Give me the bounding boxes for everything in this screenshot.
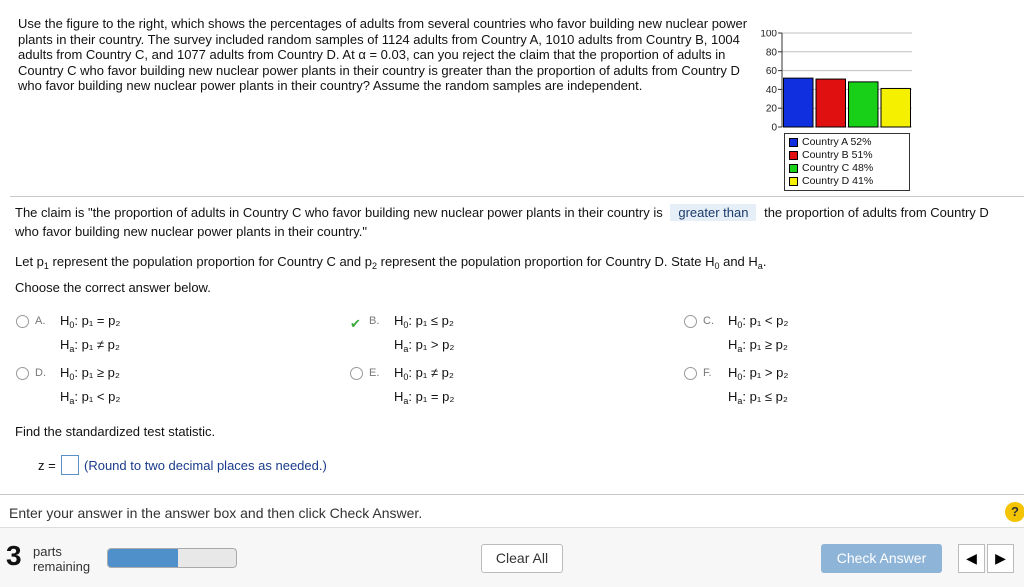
h0-subscript: 0 [403, 372, 409, 382]
clear-all-button[interactable]: Clear All [481, 544, 563, 573]
colon: : [74, 365, 79, 380]
legend-label-d: Country D 41% [802, 175, 874, 187]
claim-statement [15, 203, 1015, 241]
progress-bar [107, 548, 237, 568]
radio-button[interactable] [16, 315, 29, 328]
ha-label: H [394, 337, 404, 352]
option-f[interactable] [684, 363, 788, 411]
remaining-label: remaining [33, 559, 91, 574]
let-text-a: Let p [15, 254, 44, 269]
null-hypothesis [394, 363, 454, 387]
help-icon[interactable]: ? [1005, 502, 1024, 522]
null-hypothesis [394, 311, 454, 335]
choose-instruction: Choose the correct answer below. [15, 280, 211, 295]
ha-expression: p₁ > p₂ [415, 337, 455, 352]
alt-hypothesis [728, 335, 788, 359]
check-answer-button[interactable]: Check Answer [821, 544, 942, 573]
y-tick-label: 40 [765, 84, 777, 96]
ha-label: H [60, 337, 70, 352]
legend-label-b: Country B 51% [802, 149, 873, 161]
h0-label: H [60, 313, 70, 328]
ha-label: H [728, 389, 738, 404]
alt-hypothesis [60, 387, 120, 411]
radio-button[interactable] [350, 367, 363, 380]
radio-button[interactable] [16, 367, 29, 380]
bar-country-c [849, 82, 879, 127]
h0-subscript: 0 [69, 372, 75, 382]
let-sub-2: 2 [371, 261, 377, 271]
option-d[interactable] [16, 363, 120, 411]
option-letter: F. [703, 367, 712, 379]
z-label: z = [38, 458, 56, 473]
ha-subscript: a [737, 396, 743, 406]
round-hint: (Round to two decimal places as needed.) [84, 458, 327, 473]
option-c[interactable] [684, 311, 788, 359]
ha-subscript: a [69, 344, 75, 354]
legend-item-a [789, 136, 905, 149]
y-tick-label: 80 [765, 47, 777, 59]
legend-label-a: Country A 52% [802, 136, 872, 148]
h0-expression: p₁ ≠ p₂ [415, 365, 454, 380]
ha-expression: p₁ ≥ p₂ [749, 337, 788, 352]
alt-hypothesis [394, 387, 454, 411]
ha-label: H [394, 389, 404, 404]
colon: : [74, 337, 79, 352]
ha-subscript: a [403, 396, 409, 406]
h0-expression: p₁ ≥ p₂ [81, 365, 120, 380]
option-letter: E. [369, 367, 380, 379]
option-letter: C. [703, 315, 714, 327]
next-arrow-icon[interactable]: ▶ [987, 544, 1014, 573]
h0-subscript: 0 [737, 320, 743, 330]
let-text-e: . [762, 254, 767, 269]
alt-hypothesis [60, 335, 120, 359]
h0-label: H [394, 313, 404, 328]
bar-country-a [784, 78, 814, 127]
let-text-c: represent the population proportion for Country D. State H [377, 254, 715, 269]
h0-subscript: 0 [737, 372, 743, 382]
y-tick-label: 60 [765, 66, 777, 78]
alt-hypothesis [728, 387, 788, 411]
bar-country-b [816, 79, 846, 127]
legend-swatch-c [789, 164, 798, 173]
ha-subscript: a [737, 344, 743, 354]
ha-expression: p₁ ≠ p₂ [81, 337, 120, 352]
colon: : [742, 389, 747, 404]
colon: : [408, 337, 413, 352]
option-letter: B. [369, 315, 380, 327]
alt-hypothesis [394, 335, 454, 359]
colon: : [742, 313, 747, 328]
legend-item-d [789, 175, 905, 188]
ha-expression: p₁ = p₂ [415, 389, 455, 404]
legend-swatch-a [789, 138, 798, 147]
legend-item-b [789, 149, 905, 162]
find-instruction: Find the standardized test statistic. [15, 424, 216, 439]
y-tick-label: 0 [771, 122, 777, 134]
radio-button[interactable] [684, 367, 697, 380]
claim-text-after: the proportion of adults from Country D who favor building new nuclear power plants in their country." [15, 205, 989, 239]
legend-swatch-b [789, 151, 798, 160]
colon: : [408, 313, 413, 328]
let-sub-1: 1 [43, 261, 49, 271]
h0-label: H [728, 365, 738, 380]
let-sub-0: 0 [714, 261, 720, 271]
null-hypothesis [60, 363, 120, 387]
radio-button[interactable] [684, 315, 697, 328]
null-hypothesis [728, 311, 788, 335]
y-tick-label: 100 [760, 30, 777, 40]
claim-answer-chip[interactable]: greater than [670, 204, 756, 221]
legend-item-c [789, 162, 905, 175]
ha-subscript: a [69, 396, 75, 406]
h0-expression: p₁ ≤ p₂ [415, 313, 454, 328]
null-hypothesis [60, 311, 120, 335]
ha-label: H [60, 389, 70, 404]
let-text-b: represent the population proportion for Country C and p [48, 254, 372, 269]
legend-label-c: Country C 48% [802, 162, 874, 174]
z-answer-input[interactable] [61, 455, 79, 475]
colon: : [742, 337, 747, 352]
previous-arrow-icon[interactable]: ◀ [958, 544, 985, 573]
option-letter: D. [35, 367, 46, 379]
h0-label: H [60, 365, 70, 380]
section-divider [10, 196, 1024, 197]
legend-swatch-d [789, 177, 798, 186]
ha-expression: p₁ ≤ p₂ [749, 389, 788, 404]
colon: : [408, 389, 413, 404]
bar-country-d [881, 88, 911, 127]
chart-legend [784, 133, 910, 191]
progress-fill [108, 549, 178, 567]
h0-subscript: 0 [69, 320, 75, 330]
parts-label: parts [33, 544, 62, 559]
colon: : [742, 365, 747, 380]
h0-label: H [728, 313, 738, 328]
null-hypothesis [728, 363, 788, 387]
h0-expression: p₁ = p₂ [81, 313, 121, 328]
let-text-d: and H [719, 254, 758, 269]
option-a[interactable] [16, 311, 120, 359]
option-b[interactable] [350, 311, 454, 359]
option-e[interactable] [350, 363, 454, 411]
bar-chart-svg [752, 30, 917, 135]
ha-subscript: a [403, 344, 409, 354]
question-text: Use the figure to the right, which shows the percentages of adults from several countries who favor building new nuclear power plants in their country. The survey included random samples of 1124 adults from Country A, 1010 adults from Country B, 1004 adults from Country C, and 1077 adults from Country D. At α = 0.03, can you reject the claim that the proportion of adults in Country C who favor building new nuclear power plants in their country is greater than the proportion of adults from Country D who favor building new nuclear power plants in their country? Assume the random samples are independent. [18, 16, 748, 93]
parts-remaining-label [33, 544, 90, 574]
colon: : [74, 389, 79, 404]
let-sub-a: a [757, 261, 763, 271]
checkmark-icon[interactable]: ✔ [350, 316, 361, 331]
instruction-divider [0, 494, 1024, 495]
ha-expression: p₁ < p₂ [81, 389, 121, 404]
h0-expression: p₁ < p₂ [749, 313, 789, 328]
claim-text-before: The claim is "the proportion of adults in Country C who favor building new nuclear power plants in their country is [15, 205, 663, 220]
h0-expression: p₁ > p₂ [749, 365, 789, 380]
parts-count: 3 [6, 540, 22, 571]
h0-subscript: 0 [403, 320, 409, 330]
h0-label: H [394, 365, 404, 380]
option-letter: A. [35, 315, 46, 327]
y-tick-label: 20 [765, 103, 777, 115]
let-statement [15, 254, 766, 271]
colon: : [408, 365, 413, 380]
colon: : [74, 313, 79, 328]
answer-instruction: Enter your answer in the answer box and then click Check Answer. [9, 505, 423, 521]
ha-label: H [728, 337, 738, 352]
